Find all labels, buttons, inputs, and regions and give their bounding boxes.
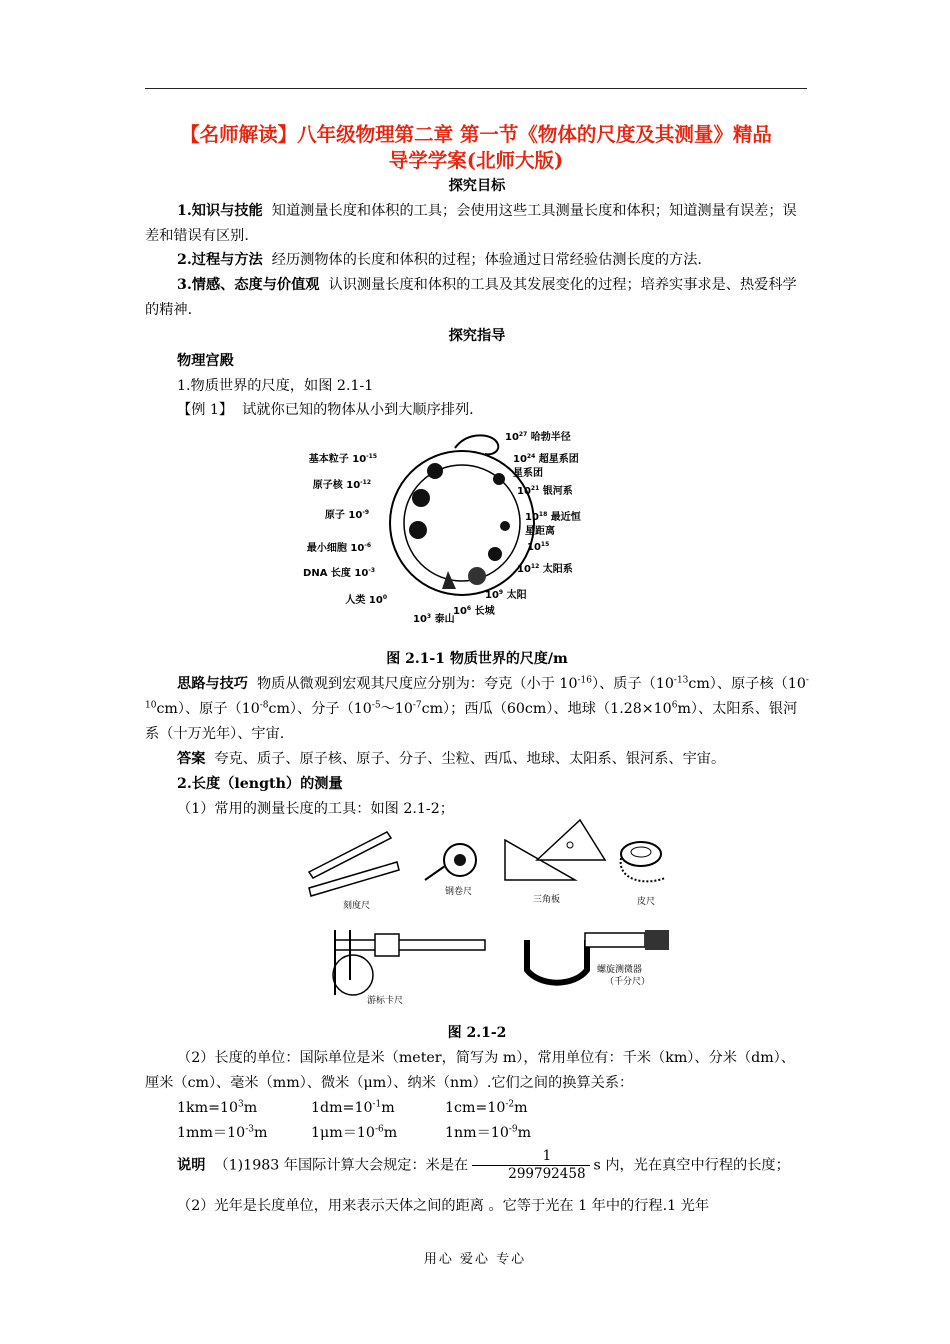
figure-2-caption: 图 2.1-2 xyxy=(447,1025,507,1041)
scale-label-left: DNA 长度 $10^{-3}$ xyxy=(303,567,375,579)
document-page xyxy=(145,0,809,1344)
units-paragraph: （2）长度的单位：国际单位是米（meter，简写为 m），常用单位有：千米（km）、分米（dm）、厘米（cm）、毫米（mm）、微米（μm）、纳米（nm）.它们之间的换算关系： xyxy=(145,1050,795,1091)
figure-scale-of-world xyxy=(303,426,665,631)
tape-label: 钢卷尺 xyxy=(445,887,473,897)
micrometer-label-2: （千分尺） xyxy=(605,977,651,987)
note-1 xyxy=(145,1148,809,1183)
fraction xyxy=(472,1148,589,1183)
title-line-2: 导学学案(北师大版) xyxy=(388,149,564,172)
unit: m xyxy=(517,1125,532,1141)
leather-tape-drawing xyxy=(621,842,665,907)
scale-label-right: $10^{21}$ 银河系 xyxy=(517,485,573,497)
scale-label-bottom: $10^9$ 太阳 xyxy=(485,589,527,601)
tips-fragment: cm）、分子（10 xyxy=(268,701,372,717)
exponent: -2 xyxy=(505,1099,515,1110)
conversion-lhs: 1dm=10 xyxy=(311,1100,373,1116)
exponent: -5 xyxy=(371,700,381,711)
item-2-1: （1）常用的测量长度的工具：如图 2.1-2； xyxy=(177,801,454,817)
fraction-denominator: 299792458 xyxy=(508,1166,586,1182)
example-1-text: 试就你已知的物体从小到大顺序排列. xyxy=(242,402,474,418)
exponent: -13 xyxy=(673,675,689,686)
scale-label-right: $10^{18}$ 最近恒 xyxy=(525,511,581,523)
tips-paragraph xyxy=(145,672,809,747)
palace-heading: 物理宫殿 xyxy=(177,353,234,369)
unit: m xyxy=(514,1100,528,1116)
conversion-lhs: 1km=10 xyxy=(177,1100,239,1116)
item-2: 2.长度（length）的测量 xyxy=(177,776,343,792)
conversion-lhs: 1μm＝10 xyxy=(311,1125,375,1141)
galaxy-blob xyxy=(493,473,505,485)
unit: m xyxy=(381,1100,395,1116)
exponent: -16 xyxy=(577,675,592,686)
conversion-item xyxy=(177,1121,307,1146)
answer-label: 答案 xyxy=(177,751,206,767)
exponent: -10 xyxy=(145,675,809,711)
exponent: 3 xyxy=(238,1099,244,1110)
goal-1-label: 1.知识与技能 xyxy=(177,203,263,219)
section-heading-guide: 探究指导 xyxy=(448,328,506,344)
header-rule xyxy=(145,88,807,89)
ruler-drawing xyxy=(309,832,399,911)
caliper-label: 游标卡尺 xyxy=(367,996,404,1006)
tips-fragment: 物质从微观到宏观其尺度应分别为：夸克（小于 10 xyxy=(256,676,578,692)
scale-label-right: $10^{15}$ xyxy=(527,541,550,553)
exponent: -9 xyxy=(508,1124,518,1135)
conversion-item xyxy=(311,1096,441,1121)
caliper-drawing xyxy=(333,930,485,1006)
exponent: -6 xyxy=(374,1124,384,1135)
exponent: -7 xyxy=(412,700,422,711)
tips-fragment: ～10 xyxy=(380,701,413,717)
exponent: -8 xyxy=(259,700,269,711)
note-label: 说明 xyxy=(177,1157,206,1174)
conversion-item xyxy=(177,1096,307,1121)
conversion-item xyxy=(445,1096,575,1121)
example-1 xyxy=(177,398,777,423)
goal-1-text: 知道测量长度和体积的工具；会使用这些工具测量长度和体积；知道测量有误差；误差和错误有区别. xyxy=(145,203,797,244)
scale-label-right: $10^{12}$ 太阳系 xyxy=(517,563,573,575)
answer-text: 夸克、质子、原子核、原子、分子、尘粒、西瓜、地球、太阳系、银河系、宇宙。 xyxy=(214,751,726,767)
unit: m xyxy=(243,1100,258,1116)
goal-1 xyxy=(145,199,809,249)
goal-2 xyxy=(145,248,809,273)
goal-2-text: 经历测物体的长度和体积的过程；体验通过日常经验估测长度的方法. xyxy=(271,252,702,268)
conversion-item xyxy=(445,1121,575,1146)
tips-label: 思路与技巧 xyxy=(177,676,248,692)
figure-measuring-tools xyxy=(305,820,685,1010)
title-line-1: 【名师解读】八年级物理第二章 第一节《物体的尺度及其测量》精品 xyxy=(180,123,772,146)
tips-fragment: m）、太阳系、银河系（十万光年）、宇宙. xyxy=(145,701,798,742)
solar-system-blob xyxy=(488,547,502,561)
exponent: -1 xyxy=(372,1099,382,1110)
leather-tape-label: 皮尺 xyxy=(637,897,656,907)
scale-label-left: 原子核 $10^{-12}$ xyxy=(312,479,371,491)
scale-labels xyxy=(303,430,581,625)
page-footer: 用心 爱心 专心 xyxy=(423,1252,527,1267)
micrometer-label: 螺旋测微器 xyxy=(597,965,643,975)
exponent: -3 xyxy=(245,1124,254,1135)
ruler-label: 刻度尺 xyxy=(343,901,371,911)
scale-label-right: $10^{27}$ 哈勃半径 xyxy=(505,431,571,443)
answer-paragraph xyxy=(145,747,809,772)
example-1-label: 【例 1】 xyxy=(177,402,234,418)
scale-label-bottom: $10^6$ 长城 xyxy=(453,605,495,617)
tips-fragment: cm）；西瓜（60cm）、地球（1.28×10 xyxy=(421,701,672,717)
scale-label-left: 最小细胞 $10^{-6}$ xyxy=(306,542,371,554)
goal-3 xyxy=(145,273,809,323)
nucleus-blob xyxy=(412,489,430,507)
unit: m xyxy=(253,1125,268,1141)
scale-label-right: 星系团 xyxy=(513,468,543,479)
document-title xyxy=(145,122,807,174)
note-1-pre: （1)1983 年国际计算大会规定：米是在 xyxy=(214,1157,469,1174)
unit: m xyxy=(383,1125,398,1141)
conversion-item xyxy=(311,1121,441,1146)
note-1-post: s 内，光在真空中行程的长度； xyxy=(593,1157,790,1174)
tape-drawing xyxy=(425,844,476,897)
sun-blob xyxy=(468,567,486,585)
particle-blob xyxy=(427,463,443,479)
scale-label-left: 原子 $10^{-9}$ xyxy=(324,509,369,521)
triangle-drawing xyxy=(505,820,605,905)
tips-fragment: ）、质子（10 xyxy=(592,676,674,692)
scale-label-right: $10^{24}$ 超星系团 xyxy=(513,453,579,465)
conversion-lhs: 1cm=10 xyxy=(445,1100,506,1116)
goal-2-label: 2.过程与方法 xyxy=(177,252,263,268)
conversion-lhs: 1mm＝10 xyxy=(177,1125,246,1141)
figure-1-caption: 图 2.1-1 物质世界的尺度/m xyxy=(386,651,568,667)
conversion-lhs: 1nm＝10 xyxy=(445,1125,509,1141)
scale-label-left: 基本粒子 $10^{-15}$ xyxy=(308,453,377,465)
micrometer-drawing xyxy=(527,930,669,987)
goal-3-label: 3.情感、态度与价值观 xyxy=(177,277,320,293)
item-1: 1.物质世界的尺度，如图 2.1-1 xyxy=(177,378,374,394)
tips-fragment: cm）、原子（10 xyxy=(156,701,260,717)
note-2: （2）光年是长度单位，用来表示天体之间的距离 。它等于光在 1 年中的行程.1 光年 xyxy=(177,1198,710,1214)
scale-label-left: 人类 $10^0$ xyxy=(345,594,387,606)
exponent: 6 xyxy=(671,700,678,711)
tips-fragment: cm）、原子核（10 xyxy=(688,676,806,692)
triangle-label: 三角板 xyxy=(533,895,561,905)
goal-3-text: 认识测量长度和体积的工具及其发展变化的过程；培养实事求是、热爱科学的精神. xyxy=(145,277,797,318)
fraction-numerator: 1 xyxy=(472,1148,589,1166)
scale-label-bottom: $10^3$ 泰山 xyxy=(413,613,455,625)
section-heading-goals: 探究目标 xyxy=(448,178,506,194)
scale-label-right: 星距离 xyxy=(525,526,555,537)
atom-blob xyxy=(409,521,427,539)
star-blob xyxy=(500,521,510,531)
